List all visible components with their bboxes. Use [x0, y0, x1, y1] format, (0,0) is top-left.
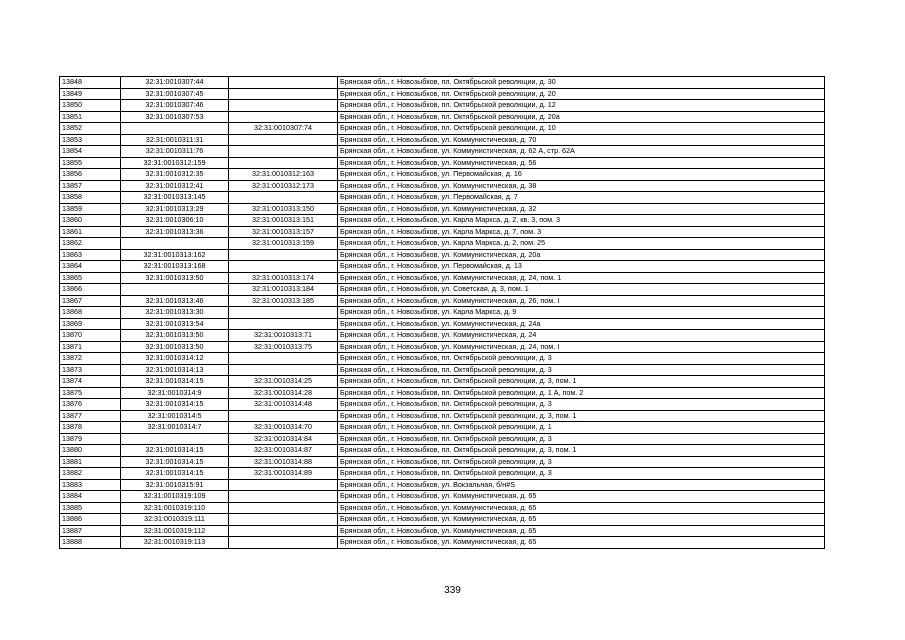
related-cadastral-number-cell [229, 364, 338, 376]
address-cell: Брянская обл., г. Новозыбков, пл. Октябрьской революции, д. 3 [338, 364, 825, 376]
row-number-cell: 13848 [60, 77, 121, 89]
table-row [60, 468, 825, 480]
related-cadastral-number-cell: 32:31:0010313:151 [229, 215, 338, 227]
cadastral-number-cell: 32:31:0010314:12 [121, 353, 229, 365]
cadastral-number-cell: 32:31:0010314:15 [121, 456, 229, 468]
address-cell: Брянская обл., г. Новозыбков, ул. Первомайская, д. 16 [338, 169, 825, 181]
related-cadastral-number-cell [229, 410, 338, 422]
address-cell: Брянская обл., г. Новозыбков, пл. Октябрьской революции, д. 1 А, пом. 2 [338, 387, 825, 399]
table-row [60, 525, 825, 537]
table-row [60, 169, 825, 181]
related-cadastral-number-cell: 32:31:0010314:25 [229, 376, 338, 388]
table-row [60, 399, 825, 411]
related-cadastral-number-cell: 32:31:0010314:84 [229, 433, 338, 445]
cadastral-number-cell [121, 123, 229, 135]
address-cell: Брянская обл., г. Новозыбков, ул. Карла Маркса, д. 2, пом. 25 [338, 238, 825, 250]
related-cadastral-number-cell [229, 100, 338, 112]
cadastral-number-cell: 32:31:0010314:13 [121, 364, 229, 376]
table-row [60, 433, 825, 445]
related-cadastral-number-cell [229, 192, 338, 204]
cadastral-number-cell: 32:31:0010307:44 [121, 77, 229, 89]
address-cell: Брянская обл., г. Новозыбков, ул. Коммунистическая, д. 24, пом. 1 [338, 272, 825, 284]
address-cell: Брянская обл., г. Новозыбков, ул. Коммунистическая, д. 24а [338, 318, 825, 330]
address-cell: Брянская обл., г. Новозыбков, пл. Октябрьской революции, д. 12 [338, 100, 825, 112]
table-row [60, 88, 825, 100]
table-row [60, 215, 825, 227]
row-number-cell: 13884 [60, 491, 121, 503]
cadastral-number-cell: 32:31:0010314:15 [121, 376, 229, 388]
address-cell: Брянская обл., г. Новозыбков, пл. Октябрьской революции, д. 20 [338, 88, 825, 100]
table-row [60, 307, 825, 319]
table-row [60, 376, 825, 388]
related-cadastral-number-cell [229, 491, 338, 503]
related-cadastral-number-cell [229, 111, 338, 123]
table-row [60, 491, 825, 503]
related-cadastral-number-cell [229, 88, 338, 100]
address-cell: Брянская обл., г. Новозыбков, ул. Коммунистическая, д. 65 [338, 502, 825, 514]
row-number-cell: 13867 [60, 295, 121, 307]
row-number-cell: 13850 [60, 100, 121, 112]
row-number-cell: 13869 [60, 318, 121, 330]
cadastral-number-cell: 32:31:0010311:31 [121, 134, 229, 146]
address-cell: Брянская обл., г. Новозыбков, ул. Коммунистическая, д. 70 [338, 134, 825, 146]
table-row [60, 134, 825, 146]
table-row [60, 318, 825, 330]
address-cell: Брянская обл., г. Новозыбков, ул. Коммунистическая, д. 26, пом. I [338, 295, 825, 307]
table-row [60, 387, 825, 399]
address-cell: Брянская обл., г. Новозыбков, ул. Карла Маркса, д. 2, кв. 3, пом. 3 [338, 215, 825, 227]
related-cadastral-number-cell [229, 261, 338, 273]
related-cadastral-number-cell: 32:31:0010313:157 [229, 226, 338, 238]
cadastral-number-cell: 32:31:0010312:35 [121, 169, 229, 181]
table-row [60, 514, 825, 526]
table-row [60, 330, 825, 342]
cadastral-number-cell: 32:31:0010312:41 [121, 180, 229, 192]
row-number-cell: 13866 [60, 284, 121, 296]
row-number-cell: 13873 [60, 364, 121, 376]
cadastral-number-cell: 32:31:0010314:15 [121, 468, 229, 480]
address-cell: Брянская обл., г. Новозыбков, пл. Октябрьской революции, д. 3 [338, 433, 825, 445]
table-row [60, 284, 825, 296]
address-cell: Брянская обл., г. Новозыбков, ул. Коммунистическая, д. 62 А, стр. 62А [338, 146, 825, 158]
table-row [60, 100, 825, 112]
related-cadastral-number-cell [229, 525, 338, 537]
related-cadastral-number-cell: 32:31:0010307:74 [229, 123, 338, 135]
address-cell: Брянская обл., г. Новозыбков, ул. Карла Маркса, д. 7, пом. 3 [338, 226, 825, 238]
cadastral-number-cell: 32:31:0010307:53 [121, 111, 229, 123]
related-cadastral-number-cell: 32:31:0010312:173 [229, 180, 338, 192]
row-number-cell: 13856 [60, 169, 121, 181]
related-cadastral-number-cell: 32:31:0010313:75 [229, 341, 338, 353]
row-number-cell: 13852 [60, 123, 121, 135]
address-cell: Брянская обл., г. Новозыбков, ул. Первомайская, д. 7 [338, 192, 825, 204]
cadastral-number-cell: 32:31:0010313:162 [121, 249, 229, 261]
table-row [60, 456, 825, 468]
related-cadastral-number-cell [229, 249, 338, 261]
table-row [60, 341, 825, 353]
related-cadastral-number-cell: 32:31:0010314:89 [229, 468, 338, 480]
row-number-cell: 13862 [60, 238, 121, 250]
address-cell: Брянская обл., г. Новозыбков, ул. Коммунистическая, д. 24, пом. I [338, 341, 825, 353]
related-cadastral-number-cell: 32:31:0010314:70 [229, 422, 338, 434]
related-cadastral-number-cell: 32:31:0010313:184 [229, 284, 338, 296]
table-row [60, 445, 825, 457]
cadastral-number-cell: 32:31:0010319:112 [121, 525, 229, 537]
address-cell: Брянская обл., г. Новозыбков, ул. Коммунистическая, д. 65 [338, 514, 825, 526]
row-number-cell: 13868 [60, 307, 121, 319]
related-cadastral-number-cell: 32:31:0010314:28 [229, 387, 338, 399]
table-row [60, 249, 825, 261]
table-row [60, 123, 825, 135]
cadastral-number-cell: 32:31:0010313:46 [121, 295, 229, 307]
table-row [60, 272, 825, 284]
related-cadastral-number-cell: 32:31:0010314:87 [229, 445, 338, 457]
cadastral-number-cell: 32:31:0010314:5 [121, 410, 229, 422]
row-number-cell: 13879 [60, 433, 121, 445]
row-number-cell: 13853 [60, 134, 121, 146]
cadastral-number-cell: 32:31:0010313:168 [121, 261, 229, 273]
address-cell: Брянская обл., г. Новозыбков, ул. Коммунистическая, д. 65 [338, 525, 825, 537]
cadastral-number-cell: 32:31:0010319:110 [121, 502, 229, 514]
table-row [60, 261, 825, 273]
property-registry-table [59, 76, 825, 549]
related-cadastral-number-cell [229, 146, 338, 158]
address-cell: Брянская обл., г. Новозыбков, ул. Коммунистическая, д. 56 [338, 157, 825, 169]
related-cadastral-number-cell: 32:31:0010312:163 [229, 169, 338, 181]
cadastral-number-cell: 32:31:0010319:109 [121, 491, 229, 503]
cadastral-number-cell: 32:31:0010313:29 [121, 203, 229, 215]
row-number-cell: 13883 [60, 479, 121, 491]
row-number-cell: 13860 [60, 215, 121, 227]
table-row [60, 502, 825, 514]
row-number-cell: 13872 [60, 353, 121, 365]
cadastral-number-cell [121, 433, 229, 445]
related-cadastral-number-cell: 32:31:0010313:71 [229, 330, 338, 342]
address-cell: Брянская обл., г. Новозыбков, пл. Октябрьской революции, д. 20а [338, 111, 825, 123]
cadastral-number-cell: 32:31:0010313:36 [121, 226, 229, 238]
row-number-cell: 13854 [60, 146, 121, 158]
address-cell: Брянская обл., г. Новозыбков, пл. Октябрьской революции, д. 10 [338, 123, 825, 135]
address-cell: Брянская обл., г. Новозыбков, пл. Октябрьской революции, д. 3, пом. 1 [338, 376, 825, 388]
table-row [60, 157, 825, 169]
related-cadastral-number-cell [229, 514, 338, 526]
row-number-cell: 13880 [60, 445, 121, 457]
related-cadastral-number-cell: 32:31:0010314:88 [229, 456, 338, 468]
related-cadastral-number-cell: 32:31:0010313:174 [229, 272, 338, 284]
cadastral-number-cell: 32:31:0010314:9 [121, 387, 229, 399]
row-number-cell: 13865 [60, 272, 121, 284]
row-number-cell: 13855 [60, 157, 121, 169]
related-cadastral-number-cell: 32:31:0010313:159 [229, 238, 338, 250]
table-row [60, 295, 825, 307]
page-number: 339 [444, 585, 461, 596]
related-cadastral-number-cell: 32:31:0010313:185 [229, 295, 338, 307]
address-cell: Брянская обл., г. Новозыбков, пл. Октябрьской революции, д. 3 [338, 399, 825, 411]
table-row [60, 226, 825, 238]
address-cell: Брянская обл., г. Новозыбков, ул. Карла Маркса, д. 9 [338, 307, 825, 319]
related-cadastral-number-cell [229, 479, 338, 491]
table-row [60, 192, 825, 204]
table-row [60, 353, 825, 365]
row-number-cell: 13849 [60, 88, 121, 100]
related-cadastral-number-cell [229, 134, 338, 146]
cadastral-number-cell: 32:31:0010314:7 [121, 422, 229, 434]
registry-table-body [60, 77, 825, 549]
row-number-cell: 13851 [60, 111, 121, 123]
cadastral-number-cell: 32:31:0010319:113 [121, 537, 229, 549]
row-number-cell: 13877 [60, 410, 121, 422]
cadastral-number-cell: 32:31:0010311:76 [121, 146, 229, 158]
address-cell: Брянская обл., г. Новозыбков, пл. Октябрьской революции, д. 3, пом. 1 [338, 410, 825, 422]
cadastral-number-cell: 32:31:0010306:10 [121, 215, 229, 227]
address-cell: Брянская обл., г. Новозыбков, ул. Вокзальная, б/н#S [338, 479, 825, 491]
table-row [60, 479, 825, 491]
cadastral-number-cell [121, 284, 229, 296]
related-cadastral-number-cell: 32:31:0010313:150 [229, 203, 338, 215]
row-number-cell: 13863 [60, 249, 121, 261]
cadastral-number-cell: 32:31:0010313:50 [121, 330, 229, 342]
cadastral-number-cell: 32:31:0010319:111 [121, 514, 229, 526]
related-cadastral-number-cell [229, 77, 338, 89]
cadastral-number-cell: 32:31:0010313:145 [121, 192, 229, 204]
address-cell: Брянская обл., г. Новозыбков, ул. Первомайская, д. 13 [338, 261, 825, 273]
cadastral-number-cell: 32:31:0010314:15 [121, 399, 229, 411]
related-cadastral-number-cell [229, 537, 338, 549]
related-cadastral-number-cell [229, 353, 338, 365]
row-number-cell: 13875 [60, 387, 121, 399]
row-number-cell: 13870 [60, 330, 121, 342]
address-cell: Брянская обл., г. Новозыбков, ул. Коммунистическая, д. 38 [338, 180, 825, 192]
row-number-cell: 13886 [60, 514, 121, 526]
related-cadastral-number-cell [229, 157, 338, 169]
related-cadastral-number-cell [229, 307, 338, 319]
table-row [60, 180, 825, 192]
address-cell: Брянская обл., г. Новозыбков, ул. Коммунистическая, д. 65 [338, 537, 825, 549]
address-cell: Брянская обл., г. Новозыбков, пл. Октябрьской революции, д. 3 [338, 456, 825, 468]
address-cell: Брянская обл., г. Новозыбков, пл. Октябрьской революции, д. 3 [338, 468, 825, 480]
address-cell: Брянская обл., г. Новозыбков, пл. Октябрьской революции, д. 1 [338, 422, 825, 434]
table-row [60, 146, 825, 158]
row-number-cell: 13882 [60, 468, 121, 480]
cadastral-number-cell: 32:31:0010313:54 [121, 318, 229, 330]
row-number-cell: 13887 [60, 525, 121, 537]
table-row [60, 537, 825, 549]
row-number-cell: 13864 [60, 261, 121, 273]
address-cell: Брянская обл., г. Новозыбков, ул. Коммунистическая, д. 20а [338, 249, 825, 261]
row-number-cell: 13885 [60, 502, 121, 514]
address-cell: Брянская обл., г. Новозыбков, пл. Октябрьской революции, д. 3, пом. 1 [338, 445, 825, 457]
address-cell: Брянская обл., г. Новозыбков, ул. Коммунистическая, д. 65 [338, 491, 825, 503]
row-number-cell: 13857 [60, 180, 121, 192]
cadastral-number-cell: 32:31:0010313:30 [121, 307, 229, 319]
address-cell: Брянская обл., г. Новозыбков, ул. Советская, д. 3, пом. 1 [338, 284, 825, 296]
related-cadastral-number-cell [229, 318, 338, 330]
cadastral-number-cell [121, 238, 229, 250]
cadastral-number-cell: 32:31:0010307:45 [121, 88, 229, 100]
table-row [60, 422, 825, 434]
row-number-cell: 13876 [60, 399, 121, 411]
row-number-cell: 13871 [60, 341, 121, 353]
row-number-cell: 13874 [60, 376, 121, 388]
row-number-cell: 13881 [60, 456, 121, 468]
table-row [60, 203, 825, 215]
cadastral-number-cell: 32:31:0010313:50 [121, 272, 229, 284]
address-cell: Брянская обл., г. Новозыбков, пл. Октябрьской революции, д. 3 [338, 353, 825, 365]
table-row [60, 77, 825, 89]
address-cell: Брянская обл., г. Новозыбков, ул. Коммунистическая, д. 24 [338, 330, 825, 342]
address-cell: Брянская обл., г. Новозыбков, ул. Коммунистическая, д. 32 [338, 203, 825, 215]
cadastral-number-cell: 32:31:0010315:91 [121, 479, 229, 491]
related-cadastral-number-cell: 32:31:0010314:48 [229, 399, 338, 411]
address-cell: Брянская обл., г. Новозыбков, пл. Октябрьской революции, д. 30 [338, 77, 825, 89]
row-number-cell: 13858 [60, 192, 121, 204]
table-row [60, 410, 825, 422]
table-row [60, 238, 825, 250]
row-number-cell: 13861 [60, 226, 121, 238]
table-row [60, 111, 825, 123]
cadastral-number-cell: 32:31:0010313:50 [121, 341, 229, 353]
table-row [60, 364, 825, 376]
row-number-cell: 13888 [60, 537, 121, 549]
cadastral-number-cell: 32:31:0010314:15 [121, 445, 229, 457]
related-cadastral-number-cell [229, 502, 338, 514]
cadastral-number-cell: 32:31:0010307:46 [121, 100, 229, 112]
row-number-cell: 13878 [60, 422, 121, 434]
row-number-cell: 13859 [60, 203, 121, 215]
cadastral-number-cell: 32:31:0010312:159 [121, 157, 229, 169]
